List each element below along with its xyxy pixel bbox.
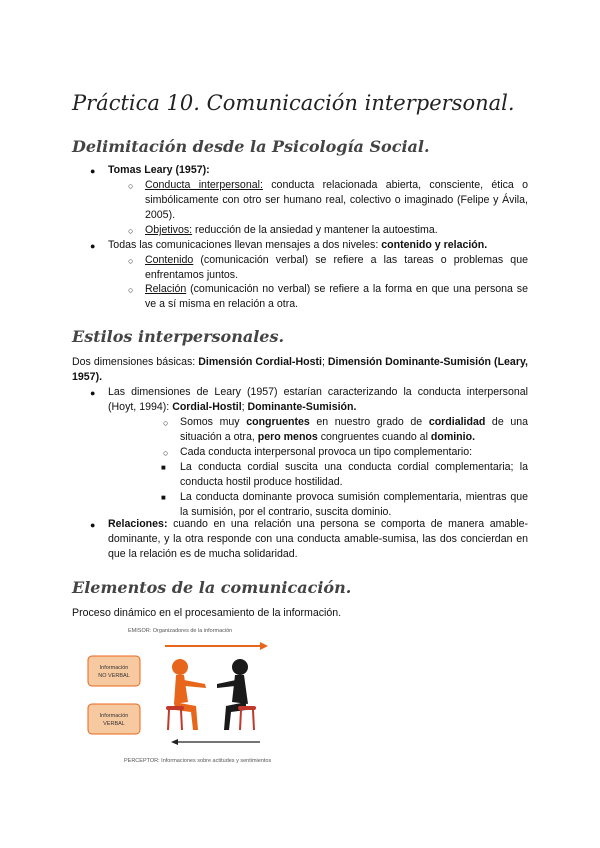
figure-emisor-label: EMISOR: Organizadores de la información: [128, 628, 233, 634]
arrow-head-left-icon: [171, 739, 178, 745]
box-no-verbal-line1: Información: [99, 665, 129, 671]
box-verbal-line2: VERBAL: [103, 721, 125, 727]
communication-figure: [80, 622, 300, 768]
sub-congruentes: Somos muy congruentes en nuestro grado de cordialidad de una situación a otra, pero menos congruentes cuando al dominio.: [180, 416, 528, 443]
bullet-icon: ●: [90, 166, 96, 176]
sub-conducta-interpersonal: Conducta interpersonal: conducta relacionada abierta, consciente, ética o simbólicamente con otro ser humano real, colectivo o imaginado (Felipe y Ávila, 2005).: [145, 179, 529, 221]
orange-person-icon: [166, 659, 206, 730]
bullet-dimensiones-leary: Las dimensiones de Leary (1957) estarían caracterizando la conducta interpersonal (Hoyt, 1994): Cordial-Hostil; Dominante-Sumisión.: [108, 386, 528, 413]
circle-bullet-icon: ○: [128, 256, 134, 266]
square-bullet-icon: ■: [161, 493, 166, 502]
section-heading-estilos: Estilos interpersonales.: [72, 327, 285, 346]
box-verbal-line1: Información: [99, 713, 129, 719]
paragraph-dimensiones: Dos dimensiones básicas: Dimensión Cordial-Hosti; Dimensión Dominante-Sumisión (Leary, 1957).: [72, 356, 528, 383]
tertiary-dominante: La conducta dominante provoca sumisión complementaria, mientras que la sumisión, por el contrario, suscita dominio.: [180, 491, 528, 518]
section-heading-delimitacion: Delimitación desde la Psicología Social.: [72, 137, 430, 156]
box-no-verbal-line2: NO VERBAL: [98, 673, 130, 679]
section-heading-elementos: Elementos de la comunicación.: [72, 578, 352, 597]
bullet-leary: Tomas Leary (1957):: [108, 164, 210, 176]
circle-bullet-icon: ○: [128, 181, 134, 191]
sub-relacion: Relación (comunicación no verbal) se refiere a la forma en que una persona se ve a sí misma en relación a otra.: [145, 283, 528, 310]
box-no-verbal: [88, 656, 140, 686]
dark-person-icon: [217, 659, 256, 730]
bullet-relaciones: Relaciones: cuando en una relación una persona se comporta de manera amable-dominante, y la otra responde con una conducta amable-sumisa, las dos concierdan en que la relación es de mucha solidaridad.: [108, 518, 528, 560]
box-verbal: [88, 704, 140, 734]
sub-objetivos: Objetivos: reducción de la ansiedad y mantener la autoestima.: [145, 224, 438, 236]
circle-bullet-icon: ○: [163, 418, 169, 428]
arrow-head-right-icon: [260, 642, 268, 650]
tertiary-cordial: La conducta cordial suscita una conducta cordial complementaria; la conducta hostil produce hostilidad.: [180, 461, 528, 488]
sub-contenido: Contenido (comunicación verbal) se refiere a las tareas o problemas que enfrentamos juntos.: [145, 254, 528, 281]
bullet-icon: ●: [90, 241, 96, 251]
bullet-niveles: Todas las comunicaciones llevan mensajes a dos niveles: contenido y relación.: [108, 239, 488, 251]
paragraph-proceso: Proceso dinámico en el procesamiento de la información.: [72, 607, 342, 619]
bullet-icon: ●: [90, 388, 96, 398]
circle-bullet-icon: ○: [163, 448, 169, 458]
circle-bullet-icon: ○: [128, 285, 134, 295]
figure-perceptor-label: PERCEPTOR: Informaciones sobre actitudes y sentimientos: [124, 758, 272, 764]
circle-bullet-icon: ○: [128, 226, 134, 236]
square-bullet-icon: ■: [161, 463, 166, 472]
page-title: Práctica 10. Comunicación interpersonal.: [72, 91, 515, 115]
sub-complementario: Cada conducta interpersonal provoca un tipo complementario:: [180, 446, 473, 458]
bullet-icon: ●: [90, 520, 96, 530]
